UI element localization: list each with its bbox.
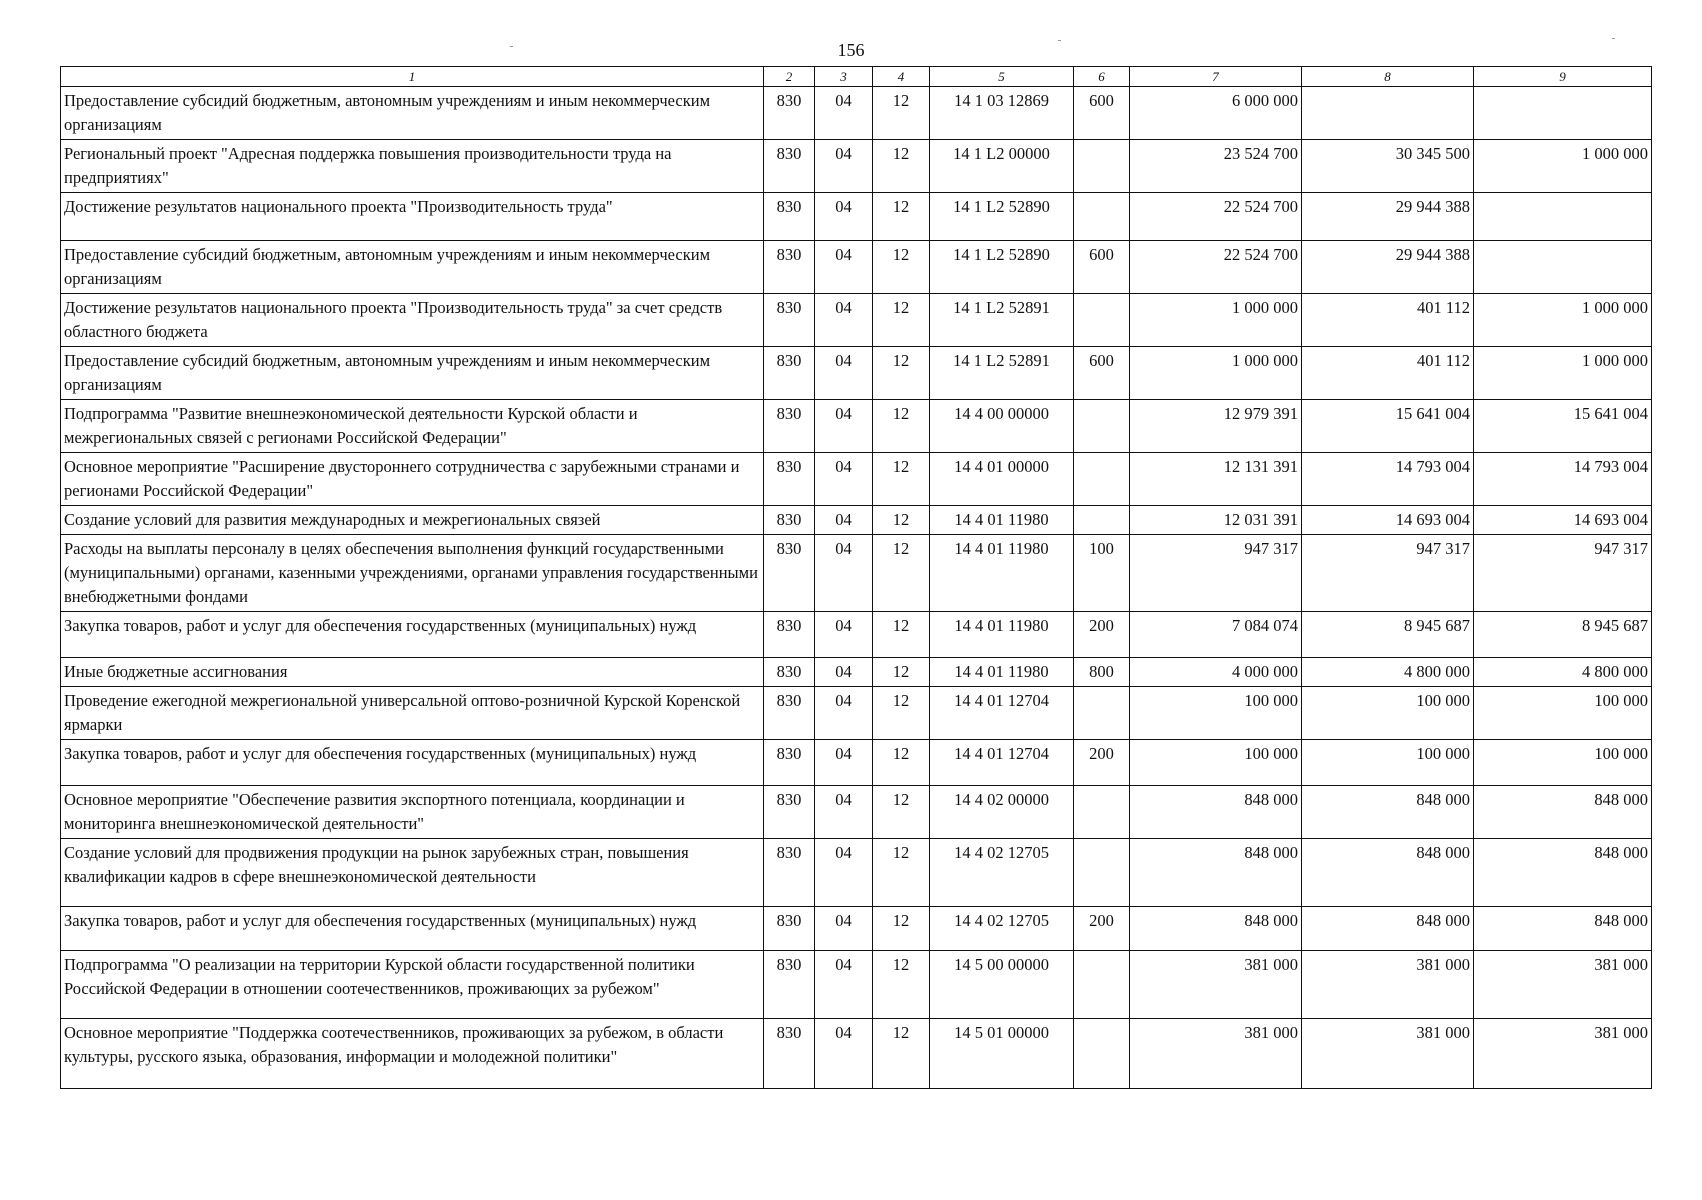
subsection-cell: 12 [873,400,930,453]
amount-col7-cell: 6 000 000 [1130,87,1302,140]
amount-col9-cell: 100 000 [1474,687,1652,740]
subsection-cell: 12 [873,193,930,241]
section-cell: 04 [815,506,873,535]
target-article-cell: 14 4 01 11980 [930,506,1074,535]
row-name-cell: Достижение результатов национального проекта "Производительность труда" [61,193,764,241]
column-number-header: 8 [1302,67,1474,87]
subsection-cell: 12 [873,687,930,740]
budget-table [60,66,1652,1089]
amount-col8-cell: 14 793 004 [1302,453,1474,506]
row-name-cell: Основное мероприятие "Расширение двустороннего сотрудничества с зарубежными странами и регионами Российской Федерации" [61,453,764,506]
scan-speck [1612,38,1615,39]
table-row [61,453,1652,506]
section-cell: 04 [815,400,873,453]
amount-col7-cell: 12 031 391 [1130,506,1302,535]
target-article-cell: 14 1 L2 00000 [930,140,1074,193]
table-row [61,87,1652,140]
expense-type-cell [1074,839,1130,907]
amount-col8-cell: 848 000 [1302,839,1474,907]
row-name-cell: Создание условий для развития международных и межрегиональных связей [61,506,764,535]
admin-code-cell: 830 [764,140,815,193]
expense-type-cell: 600 [1074,347,1130,400]
amount-col7-cell: 4 000 000 [1130,658,1302,687]
amount-col8-cell: 947 317 [1302,535,1474,612]
column-number-row [61,67,1652,87]
expense-type-cell [1074,193,1130,241]
table-row [61,140,1652,193]
amount-col8-cell: 4 800 000 [1302,658,1474,687]
amount-col7-cell: 381 000 [1130,951,1302,1019]
row-name-cell: Создание условий для продвижения продукции на рынок зарубежных стран, повышения квалификации кадров в сфере внешнеэкономической деятельности [61,839,764,907]
amount-col7-cell: 22 524 700 [1130,241,1302,294]
target-article-cell: 14 4 01 00000 [930,453,1074,506]
amount-col8-cell: 15 641 004 [1302,400,1474,453]
amount-col7-cell: 848 000 [1130,839,1302,907]
section-cell: 04 [815,241,873,294]
subsection-cell: 12 [873,1019,930,1089]
admin-code-cell: 830 [764,951,815,1019]
expense-type-cell: 100 [1074,535,1130,612]
section-cell: 04 [815,687,873,740]
target-article-cell: 14 4 01 12704 [930,687,1074,740]
table-row [61,294,1652,347]
subsection-cell: 12 [873,87,930,140]
amount-col7-cell: 100 000 [1130,740,1302,786]
column-number-header: 4 [873,67,930,87]
section-cell: 04 [815,786,873,839]
row-name-cell: Закупка товаров, работ и услуг для обеспечения государственных (муниципальных) нужд [61,740,764,786]
subsection-cell: 12 [873,347,930,400]
target-article-cell: 14 1 03 12869 [930,87,1074,140]
column-number-header: 6 [1074,67,1130,87]
admin-code-cell: 830 [764,294,815,347]
section-cell: 04 [815,347,873,400]
subsection-cell: 12 [873,658,930,687]
section-cell: 04 [815,535,873,612]
expense-type-cell [1074,786,1130,839]
table-row [61,535,1652,612]
amount-col8-cell: 381 000 [1302,951,1474,1019]
row-name-cell: Региональный проект "Адресная поддержка повышения производительности труда на предприятиях" [61,140,764,193]
target-article-cell: 14 4 02 12705 [930,839,1074,907]
subsection-cell: 12 [873,786,930,839]
amount-col8-cell: 30 345 500 [1302,140,1474,193]
section-cell: 04 [815,453,873,506]
amount-col8-cell: 100 000 [1302,687,1474,740]
expense-type-cell: 600 [1074,241,1130,294]
amount-col7-cell: 7 084 074 [1130,612,1302,658]
expense-type-cell: 200 [1074,612,1130,658]
admin-code-cell: 830 [764,839,815,907]
admin-code-cell: 830 [764,453,815,506]
table-row [61,658,1652,687]
subsection-cell: 12 [873,453,930,506]
amount-col7-cell: 100 000 [1130,687,1302,740]
table-row [61,786,1652,839]
amount-col8-cell: 848 000 [1302,786,1474,839]
row-name-cell: Проведение ежегодной межрегиональной универсальной оптово-розничной Курской Коренской ярмарки [61,687,764,740]
row-name-cell: Закупка товаров, работ и услуг для обеспечения государственных (муниципальных) нужд [61,907,764,951]
subsection-cell: 12 [873,535,930,612]
admin-code-cell: 830 [764,347,815,400]
target-article-cell: 14 4 02 00000 [930,786,1074,839]
amount-col9-cell: 100 000 [1474,740,1652,786]
expense-type-cell: 800 [1074,658,1130,687]
amount-col9-cell: 14 793 004 [1474,453,1652,506]
admin-code-cell: 830 [764,687,815,740]
section-cell: 04 [815,294,873,347]
table-row [61,506,1652,535]
amount-col7-cell: 848 000 [1130,786,1302,839]
page-number: 156 [837,40,865,60]
section-cell: 04 [815,87,873,140]
table-row [61,740,1652,786]
section-cell: 04 [815,193,873,241]
amount-col9-cell: 848 000 [1474,839,1652,907]
admin-code-cell: 830 [764,740,815,786]
admin-code-cell: 830 [764,907,815,951]
amount-col8-cell: 848 000 [1302,907,1474,951]
section-cell: 04 [815,1019,873,1089]
target-article-cell: 14 4 01 11980 [930,658,1074,687]
subsection-cell: 12 [873,612,930,658]
expense-type-cell: 600 [1074,87,1130,140]
target-article-cell: 14 4 02 12705 [930,907,1074,951]
admin-code-cell: 830 [764,241,815,294]
row-name-cell: Достижение результатов национального проекта "Производительность труда" за счет средств областного бюджета [61,294,764,347]
row-name-cell: Предоставление субсидий бюджетным, автономным учреждениям и иным некоммерческим организациям [61,87,764,140]
amount-col7-cell: 1 000 000 [1130,294,1302,347]
column-number-header: 7 [1130,67,1302,87]
row-name-cell: Основное мероприятие "Поддержка соотечественников, проживающих за рубежом, в области культуры, русского языка, образования, информации и молодежной политики" [61,1019,764,1089]
amount-col7-cell: 22 524 700 [1130,193,1302,241]
amount-col7-cell: 12 979 391 [1130,400,1302,453]
section-cell: 04 [815,839,873,907]
amount-col7-cell: 23 524 700 [1130,140,1302,193]
amount-col8-cell: 100 000 [1302,740,1474,786]
amount-col8-cell: 14 693 004 [1302,506,1474,535]
row-name-cell: Предоставление субсидий бюджетным, автономным учреждениям и иным некоммерческим организациям [61,347,764,400]
target-article-cell: 14 1 L2 52890 [930,193,1074,241]
table-row [61,839,1652,907]
expense-type-cell [1074,453,1130,506]
amount-col9-cell [1474,193,1652,241]
amount-col8-cell: 381 000 [1302,1019,1474,1089]
expense-type-cell: 200 [1074,907,1130,951]
amount-col9-cell: 15 641 004 [1474,400,1652,453]
amount-col8-cell: 29 944 388 [1302,241,1474,294]
row-name-cell: Закупка товаров, работ и услуг для обеспечения государственных (муниципальных) нужд [61,612,764,658]
amount-col9-cell: 1 000 000 [1474,347,1652,400]
row-name-cell: Подпрограмма "О реализации на территории Курской области государственной политики Российской Федерации в отношении соотечественников, проживающих за рубежом" [61,951,764,1019]
amount-col9-cell [1474,241,1652,294]
amount-col7-cell: 12 131 391 [1130,453,1302,506]
section-cell: 04 [815,740,873,786]
subsection-cell: 12 [873,839,930,907]
expense-type-cell [1074,687,1130,740]
row-name-cell: Расходы на выплаты персоналу в целях обеспечения выполнения функций государственными (муниципальными) органами, казенными учреждениями, органами управления государственными внебюджетными фондами [61,535,764,612]
column-number-header: 1 [61,67,764,87]
amount-col9-cell [1474,87,1652,140]
subsection-cell: 12 [873,241,930,294]
amount-col8-cell [1302,87,1474,140]
admin-code-cell: 830 [764,506,815,535]
column-number-header: 3 [815,67,873,87]
column-number-header: 5 [930,67,1074,87]
expense-type-cell [1074,951,1130,1019]
amount-col7-cell: 947 317 [1130,535,1302,612]
section-cell: 04 [815,612,873,658]
row-name-cell: Основное мероприятие "Обеспечение развития экспортного потенциала, координации и мониторинга внешнеэкономической деятельности" [61,786,764,839]
expense-type-cell [1074,294,1130,347]
subsection-cell: 12 [873,506,930,535]
admin-code-cell: 830 [764,1019,815,1089]
target-article-cell: 14 4 01 11980 [930,535,1074,612]
section-cell: 04 [815,658,873,687]
row-name-cell: Иные бюджетные ассигнования [61,658,764,687]
table-row [61,193,1652,241]
table-row [61,612,1652,658]
amount-col8-cell: 29 944 388 [1302,193,1474,241]
table-row [61,347,1652,400]
expense-type-cell: 200 [1074,740,1130,786]
row-name-cell: Подпрограмма "Развитие внешнеэкономической деятельности Курской области и межрегиональных связей с регионами Российской Федерации" [61,400,764,453]
amount-col9-cell: 848 000 [1474,907,1652,951]
amount-col7-cell: 381 000 [1130,1019,1302,1089]
column-number-header: 2 [764,67,815,87]
amount-col9-cell: 1 000 000 [1474,140,1652,193]
target-article-cell: 14 1 L2 52890 [930,241,1074,294]
subsection-cell: 12 [873,951,930,1019]
amount-col9-cell: 381 000 [1474,951,1652,1019]
admin-code-cell: 830 [764,535,815,612]
amount-col9-cell: 14 693 004 [1474,506,1652,535]
table-body [61,87,1652,1089]
admin-code-cell: 830 [764,87,815,140]
amount-col9-cell: 848 000 [1474,786,1652,839]
table-row [61,1019,1652,1089]
admin-code-cell: 830 [764,786,815,839]
amount-col8-cell: 8 945 687 [1302,612,1474,658]
table-row [61,687,1652,740]
subsection-cell: 12 [873,294,930,347]
section-cell: 04 [815,140,873,193]
target-article-cell: 14 4 01 11980 [930,612,1074,658]
amount-col9-cell: 4 800 000 [1474,658,1652,687]
row-name-cell: Предоставление субсидий бюджетным, автономным учреждениям и иным некоммерческим организациям [61,241,764,294]
table-row [61,241,1652,294]
target-article-cell: 14 5 00 00000 [930,951,1074,1019]
admin-code-cell: 830 [764,658,815,687]
amount-col9-cell: 381 000 [1474,1019,1652,1089]
column-number-header: 9 [1474,67,1652,87]
admin-code-cell: 830 [764,193,815,241]
subsection-cell: 12 [873,740,930,786]
target-article-cell: 14 4 00 00000 [930,400,1074,453]
expense-type-cell [1074,400,1130,453]
section-cell: 04 [815,951,873,1019]
target-article-cell: 14 1 L2 52891 [930,347,1074,400]
table-row [61,400,1652,453]
amount-col7-cell: 1 000 000 [1130,347,1302,400]
expense-type-cell [1074,1019,1130,1089]
table-row [61,907,1652,951]
target-article-cell: 14 4 01 12704 [930,740,1074,786]
amount-col9-cell: 1 000 000 [1474,294,1652,347]
target-article-cell: 14 1 L2 52891 [930,294,1074,347]
amount-col9-cell: 947 317 [1474,535,1652,612]
table-row [61,951,1652,1019]
amount-col7-cell: 848 000 [1130,907,1302,951]
expense-type-cell [1074,506,1130,535]
section-cell: 04 [815,907,873,951]
subsection-cell: 12 [873,907,930,951]
target-article-cell: 14 5 01 00000 [930,1019,1074,1089]
amount-col8-cell: 401 112 [1302,347,1474,400]
expense-type-cell [1074,140,1130,193]
admin-code-cell: 830 [764,612,815,658]
admin-code-cell: 830 [764,400,815,453]
amount-col9-cell: 8 945 687 [1474,612,1652,658]
subsection-cell: 12 [873,140,930,193]
amount-col8-cell: 401 112 [1302,294,1474,347]
